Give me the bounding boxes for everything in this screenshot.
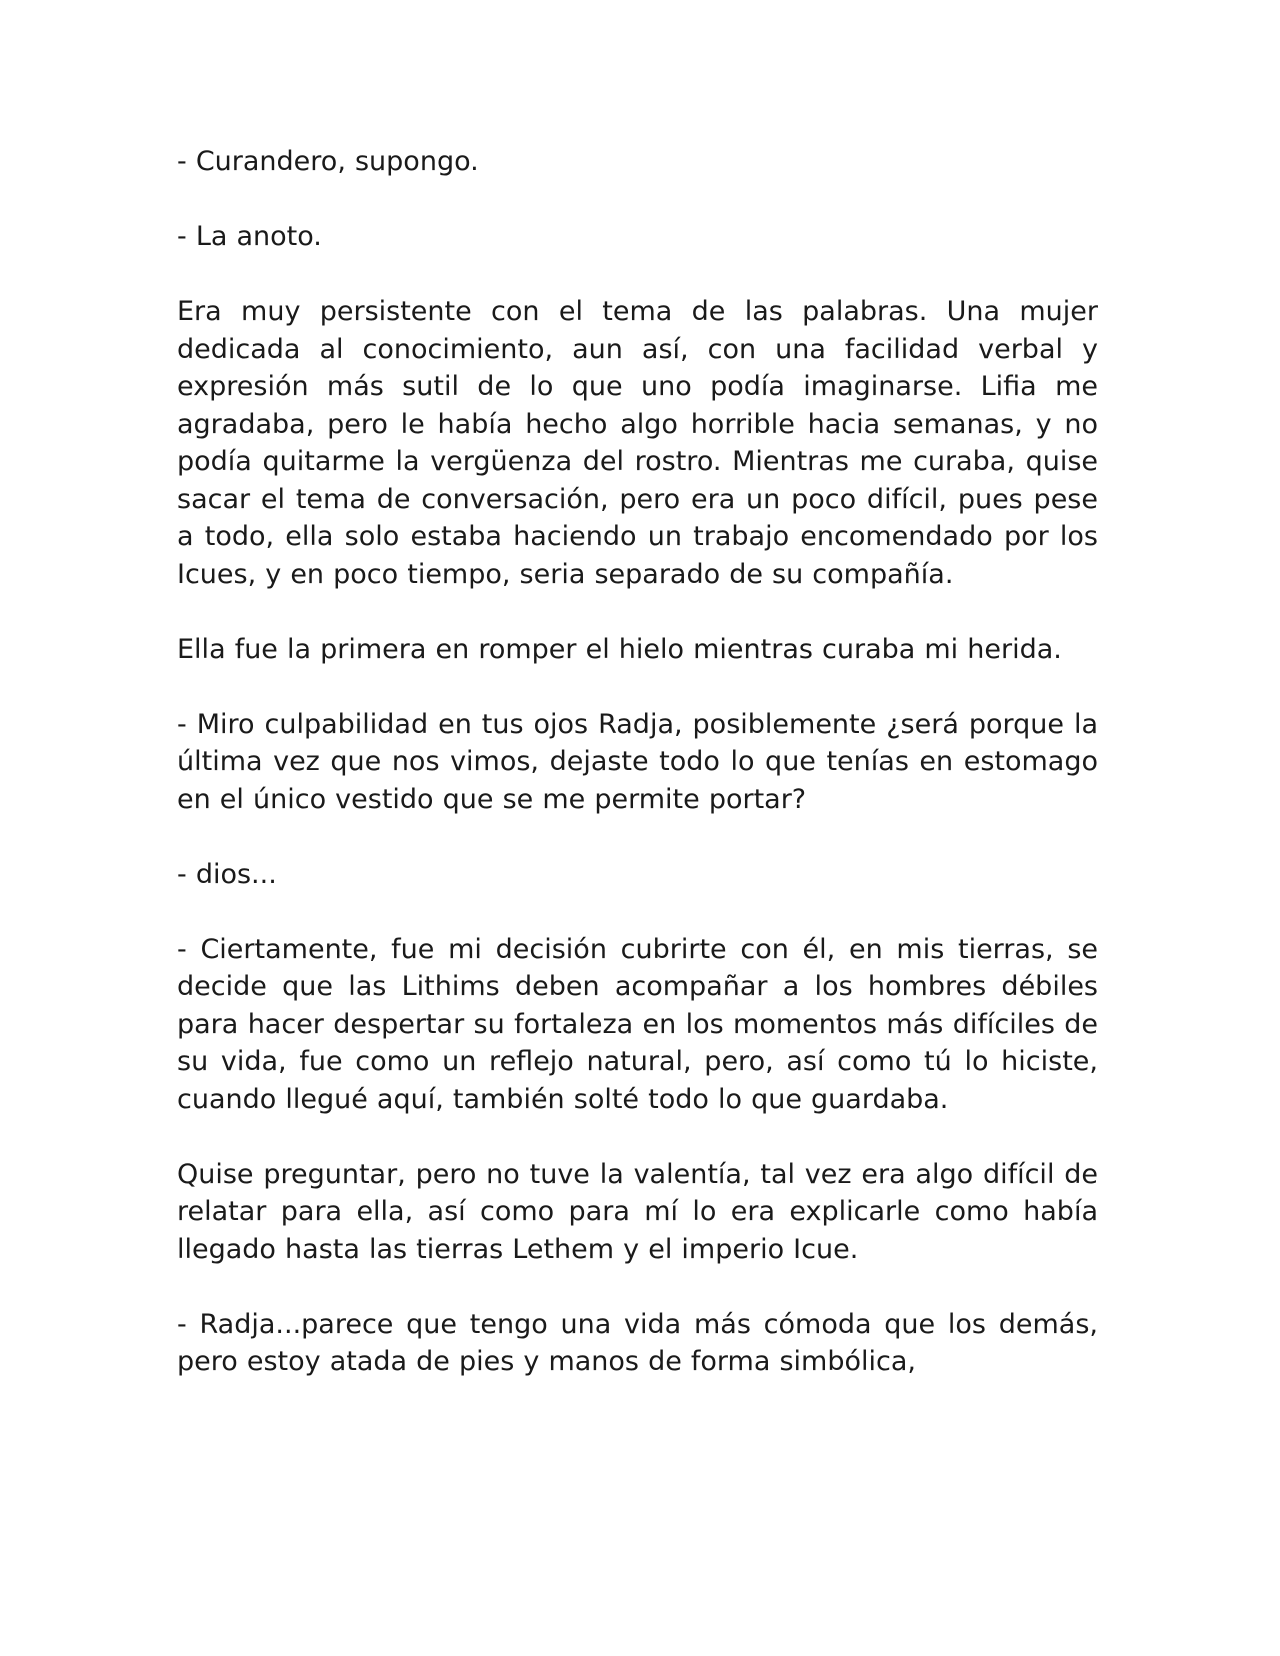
narrative-paragraph: Era muy persistente con el tema de las palabras. Una mujer dedicada al conocimiento, aun así, con una facilidad verbal y expresión más sutil de lo que uno podía imaginarse. Lifia me agradaba, pero le había hecho algo horrible hacia semanas, y no podía quitarme la vergüenza del rostro. Mientras me curaba, quise sacar el tema de conversación, pero era un poco difícil, pues pese a todo, ella solo estaba haciendo un trabajo encomendado por los Icues, y en poco tiempo, seria separado de su compañía. (177, 296, 1098, 590)
dialogue-line: - dios... (177, 858, 277, 890)
narrative-paragraph: Ella fue la primera en romper el hielo mientras curaba mi herida. (177, 633, 1062, 665)
dialogue-paragraph: - Miro culpabilidad en tus ojos Radja, posiblemente ¿será porque la última vez que nos vimos, dejaste todo lo que tenías en estomago en el único vestido que se me permite portar? (177, 708, 1098, 815)
narrative-paragraph: Quise preguntar, pero no tuve la valentía, tal vez era algo difícil de relatar para ella, así como para mí lo era explicarle como había llegado hasta las tierras Lethem y el imperio Icue. (177, 1158, 1098, 1265)
dialogue-paragraph: - Radja...parece que tengo una vida más cómoda que los demás, pero estoy atada de pies y manos de forma simbólica, (177, 1308, 1098, 1377)
dialogue-line: - La anoto. (177, 221, 322, 252)
document-page (177, 143, 1098, 1381)
dialogue-line: - Curandero, supongo. (177, 146, 479, 177)
dialogue-paragraph: - Ciertamente, fue mi decisión cubrirte con él, en mis tierras, se decide que las Lithims deben acompañar a los hombres débiles para hacer despertar su fortaleza en los momentos más difíciles de su vida, fue como un reflejo natural, pero, así como tú lo hiciste, cuando llegué aquí, también solté todo lo que guardaba. (177, 933, 1098, 1115)
